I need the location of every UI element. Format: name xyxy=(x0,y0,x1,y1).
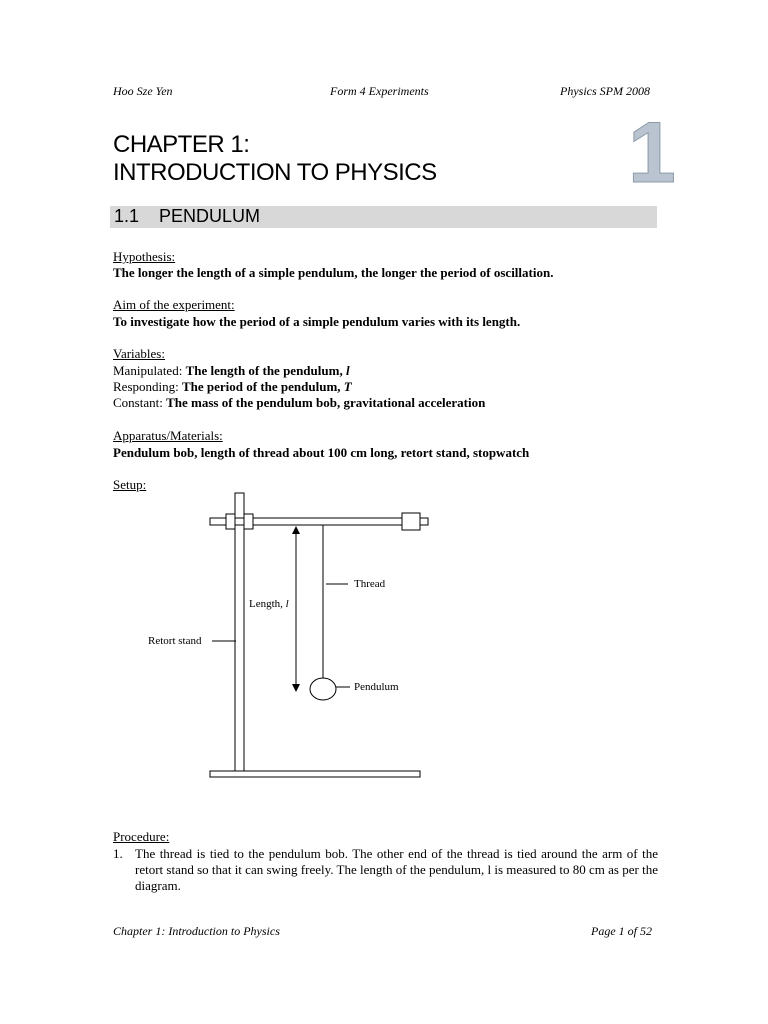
chapter-number: 1 xyxy=(628,105,676,201)
header-author: Hoo Sze Yen xyxy=(113,84,173,98)
clamp-left-outer xyxy=(226,514,235,529)
procedure-heading: Procedure: xyxy=(113,829,170,844)
clamp-left-inner xyxy=(244,514,253,529)
label-length xyxy=(249,598,289,610)
label-length-symbol: l xyxy=(285,598,289,610)
pendulum-bob xyxy=(310,678,336,700)
label-length-text: Length, xyxy=(249,598,283,610)
manipulated-label: Manipulated: xyxy=(113,363,183,378)
section-title: PENDULUM xyxy=(159,206,261,226)
manipulated-value: The length of the pendulum, xyxy=(185,363,343,378)
setup-heading: Setup: xyxy=(113,477,147,492)
procedure-step xyxy=(113,846,658,894)
header-course: Form 4 Experiments xyxy=(330,84,429,98)
constant-value: The mass of the pendulum bob, gravitational acceleration xyxy=(166,395,486,410)
chapter-title-line1: CHAPTER 1: xyxy=(113,131,250,158)
responding-value: The period of the pendulum, xyxy=(181,379,341,394)
footer-chapter: Chapter 1: Introduction to Physics xyxy=(113,924,280,938)
clamp-right xyxy=(402,513,420,530)
label-retort-stand: Retort stand xyxy=(148,635,202,647)
header-subject: Physics SPM 2008 xyxy=(560,84,650,98)
procedure-step-text: The thread is tied to the pendulum bob. The other end of the thread is tied around the arm of the retort stand so that it can swing freely. The length of the pendulum, l is measured to 80 cm as per the diagram. xyxy=(135,846,658,893)
chapter-title-line2: INTRODUCTION TO PHYSICS xyxy=(113,159,437,186)
label-pendulum: Pendulum xyxy=(354,681,399,693)
variables-heading: Variables: xyxy=(113,346,165,361)
aim-text: To investigate how the period of a simple pendulum varies with its length. xyxy=(113,314,521,329)
responding-symbol: T xyxy=(343,379,352,394)
responding-label: Responding: xyxy=(113,379,179,394)
aim-heading: Aim of the experiment: xyxy=(113,297,235,312)
stand-arm xyxy=(210,518,428,525)
apparatus-text: Pendulum bob, length of thread about 100 cm long, retort stand, stopwatch xyxy=(113,445,530,460)
stand-base xyxy=(210,771,420,777)
hypothesis-heading: Hypothesis: xyxy=(113,249,176,264)
procedure-step-number: 1. xyxy=(113,846,123,861)
hypothesis-text: The longer the length of a simple pendulum, the longer the period of oscillation. xyxy=(113,265,554,280)
footer-page: Page 1 of 52 xyxy=(591,924,652,938)
manipulated-symbol: l xyxy=(345,363,350,378)
stand-rod xyxy=(235,493,244,771)
constant-label: Constant: xyxy=(113,395,163,410)
label-thread: Thread xyxy=(354,578,386,590)
apparatus-heading: Apparatus/Materials: xyxy=(113,428,223,443)
section-number: 1.1 xyxy=(114,206,140,226)
